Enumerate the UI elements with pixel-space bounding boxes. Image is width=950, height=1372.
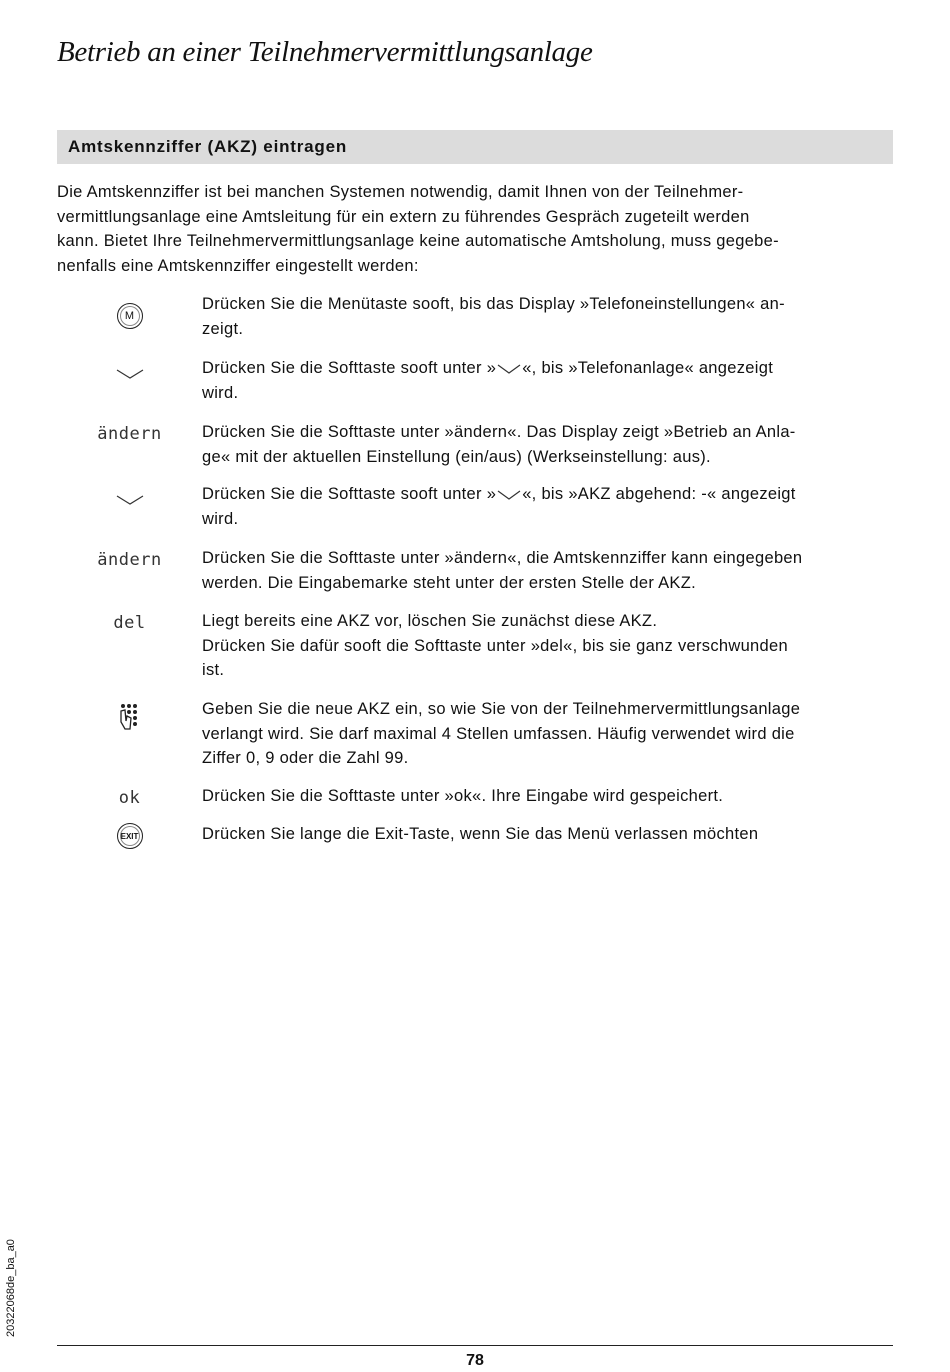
- page-title: Betrieb an einer Teilnehmervermittlungsanlage: [57, 36, 593, 68]
- step-text: Drücken Sie die Softtaste unter »ändern«, die Amtskennziffer kann eingegeben werden. Die Eingabemarke steht unter der ersten Stelle der AKZ.: [202, 549, 803, 592]
- section-header: [57, 130, 893, 164]
- intro-paragraph: Die Amtskennziffer ist bei manchen Systemen notwendig, damit Ihnen von der Teilnehmer- vermittlungsanlage eine Amtsleitung für ein extern zu führendes Gespräch zugeteilt werden kann. Bietet Ihre Teilnehmervermittlungsanlage keine automatische Amtsholung, muss gegebe- nenfalls eine Amtskennziffer eingestellt werden:: [57, 183, 779, 275]
- step-text: Geben Sie die neue AKZ ein, so wie Sie von der Teilnehmervermittlungsanlage verlangt wird. Sie darf maximal 4 Stellen umfassen. Häufig verwendet wird die Ziffer 0, 9 oder die Zahl 99.: [202, 700, 801, 767]
- menu-key-icon: M: [117, 303, 143, 329]
- step-text: Drücken Sie die Softtaste sooft unter » «, bis »Telefonanlage« angezeigt wird.: [202, 359, 774, 402]
- exit-key-icon: EXIT: [117, 823, 143, 849]
- section-title: Amtskennziffer (AKZ) eintragen: [68, 137, 348, 156]
- document-code: 20322068de_ba_a0: [5, 1239, 17, 1337]
- chevron-down-icon: [115, 367, 145, 381]
- softkey-label: del: [113, 613, 146, 633]
- step-text: Drücken Sie lange die Exit-Taste, wenn Sie das Menü verlassen möchten: [202, 825, 759, 843]
- page-number: 78: [466, 1352, 484, 1369]
- softkey-label: ok: [118, 788, 141, 808]
- softkey-label: ändern: [97, 550, 162, 570]
- chevron-down-icon: [496, 363, 522, 375]
- chevron-down-icon: [496, 489, 522, 501]
- keypad-icon: [118, 702, 142, 732]
- step-text: Drücken Sie die Softtaste unter »ändern«. Das Display zeigt »Betrieb an Anla- ge« mit der aktuellen Einstellung (ein/aus) (Werkseinstellung: aus).: [202, 423, 796, 466]
- step-text: Drücken Sie die Softtaste unter »ok«. Ihre Eingabe wird gespeichert.: [202, 787, 724, 805]
- step-text: Drücken Sie die Menütaste sooft, bis das Display »Telefoneinstellungen« an- zeigt.: [202, 295, 785, 338]
- softkey-label: ändern: [97, 424, 162, 444]
- footer-divider: [57, 1345, 893, 1346]
- chevron-down-icon: [115, 493, 145, 507]
- step-text: Liegt bereits eine AKZ vor, löschen Sie zunächst diese AKZ. Drücken Sie dafür sooft die Softtaste unter »del«, bis sie ganz verschwunden ist.: [202, 612, 788, 679]
- step-text: Drücken Sie die Softtaste sooft unter » «, bis »AKZ abgehend: -« angezeigt wird.: [202, 485, 796, 528]
